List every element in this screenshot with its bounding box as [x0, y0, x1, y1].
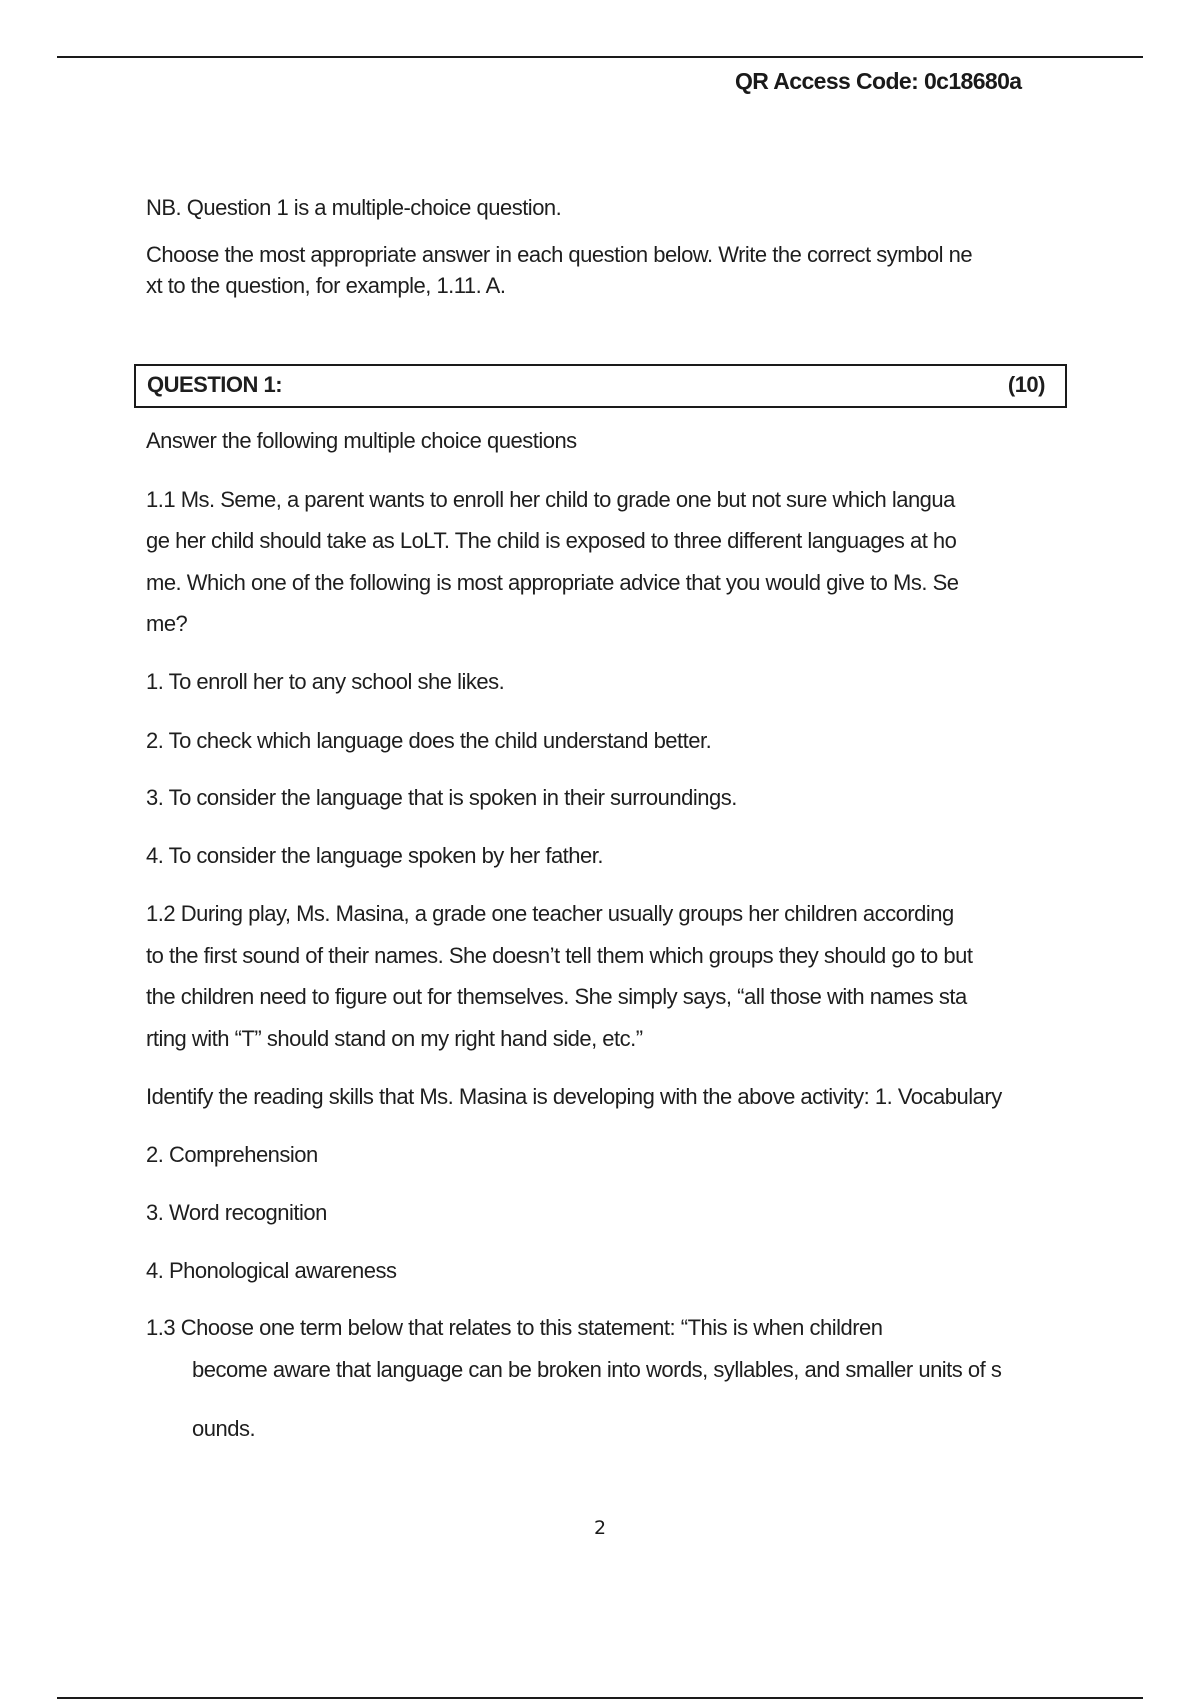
qr-access-code: QR Access Code: 0c18680a: [735, 68, 1022, 94]
page-number: 2: [593, 1517, 607, 1539]
question-title: QUESTION 1:: [147, 372, 283, 397]
q1-3-line: become aware that language can be broken into words, syllables, and smaller units of s: [192, 1357, 1002, 1382]
q1-2-option: 4. Phonological awareness: [146, 1258, 397, 1283]
q1-1-line: 1.1 Ms. Seme, a parent wants to enroll her child to grade one but not sure which langua: [146, 487, 955, 512]
instructions-line-2: xt to the question, for example, 1.11. A.: [146, 273, 506, 298]
q1-1-line: me. Which one of the following is most appropriate advice that you would give to Ms. Se: [146, 570, 959, 595]
q1-3-line: ounds.: [192, 1416, 256, 1441]
question-marks: (10): [1007, 372, 1045, 397]
q1-2-option: 2. Comprehension: [146, 1142, 318, 1167]
nb-note: NB. Question 1 is a multiple-choice question.: [146, 195, 562, 220]
q1-3-line: 1.3 Choose one term below that relates to this statement: “This is when children: [146, 1315, 883, 1340]
q1-2-prompt: Identify the reading skills that Ms. Masina is developing with the above activity: 1. Vocabulary: [146, 1084, 1002, 1109]
q1-1-option: 4. To consider the language spoken by her father.: [146, 843, 603, 868]
q1-2-line: the children need to figure out for themselves. She simply says, “all those with names sta: [146, 984, 967, 1009]
answer-prompt: Answer the following multiple choice questions: [146, 428, 577, 453]
q1-1-line: me?: [146, 611, 188, 636]
q1-1-option: 3. To consider the language that is spoken in their surroundings.: [146, 785, 737, 810]
question-1-header-box: [134, 364, 1067, 408]
q1-1-option: 1. To enroll her to any school she likes.: [146, 669, 505, 694]
bottom-rule: [57, 1697, 1143, 1699]
q1-2-option: 3. Word recognition: [146, 1200, 327, 1225]
q1-1-option: 2. To check which language does the child understand better.: [146, 728, 712, 753]
q1-2-line: to the first sound of their names. She doesn’t tell them which groups they should go to but: [146, 943, 973, 968]
q1-2-line: rting with “T” should stand on my right hand side, etc.”: [146, 1026, 643, 1051]
top-rule: [57, 56, 1143, 58]
instructions-line-1: Choose the most appropriate answer in each question below. Write the correct symbol ne: [146, 242, 973, 267]
q1-1-line: ge her child should take as LoLT. The child is exposed to three different languages at ho: [146, 528, 957, 553]
q1-2-line: 1.2 During play, Ms. Masina, a grade one teacher usually groups her children according: [146, 901, 954, 926]
